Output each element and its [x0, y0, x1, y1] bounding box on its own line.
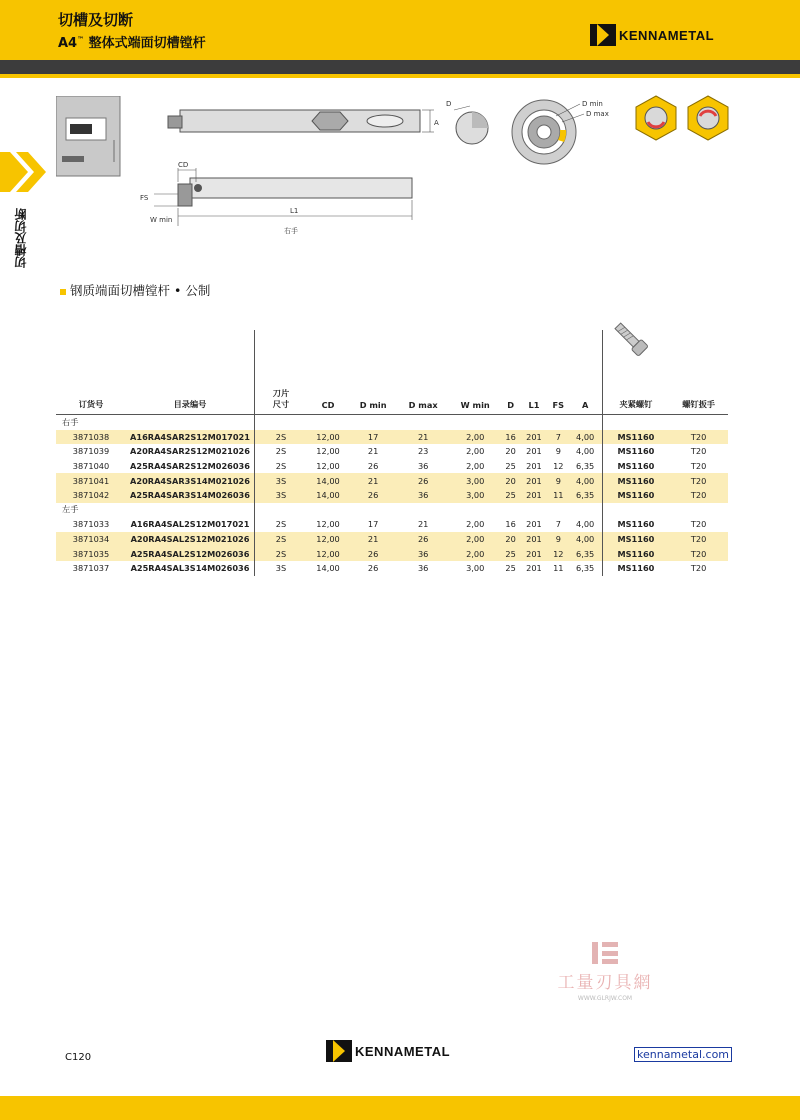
table-group-row [56, 415, 728, 430]
table-row [56, 546, 728, 561]
cell-wrench: T20 [669, 532, 728, 547]
cell-insert-size: 3S [255, 488, 308, 503]
tool-side-view [160, 98, 450, 158]
label-a: A [434, 119, 439, 127]
footer-brand-name: KENNAMETAL [355, 1043, 451, 1059]
kennametal-logo [590, 24, 714, 46]
tool-dimension-drawing [138, 158, 428, 240]
group-spacer [602, 415, 728, 430]
cell-a: 4,00 [569, 430, 603, 445]
application-icons [634, 94, 734, 142]
cell-catalog-no: A25RA4SAR3S14M026036 [126, 488, 255, 503]
group-spacer [602, 503, 728, 518]
cell-order-no: 3871040 [72, 461, 110, 472]
cell-a: 6,35 [569, 488, 603, 503]
watermark-text: 工量刃具網 [557, 973, 653, 993]
cell-catalog-no: A20RA4SAR3S14M021026 [126, 473, 255, 488]
cell-dmin: 21 [349, 473, 397, 488]
label-wmin: W min [150, 216, 173, 224]
cell-l1: 201 [520, 488, 548, 503]
cell-dmax: 36 [397, 488, 449, 503]
label-dmin: D min [582, 100, 603, 108]
cell-dmax: 36 [397, 546, 449, 561]
cell-catalog-no: A25RA4SAL3S14M026036 [130, 563, 250, 574]
cell-clamp-screw: MS1160 [602, 444, 669, 459]
cell-dmax: 36 [417, 563, 429, 574]
cell-order-no: 3871037 [72, 563, 110, 574]
page-number: C120 [65, 1052, 92, 1063]
cell-catalog-no: A16RA4SAL2S12M017021 [130, 519, 250, 530]
cell-a: 6,35 [569, 546, 603, 561]
cell-a: 6,35 [576, 563, 595, 574]
cell-insert-size: 2S [255, 444, 308, 459]
cell-fs: 12 [553, 461, 564, 472]
cell-insert-size: 2S [255, 430, 308, 445]
cell-catalog-no: A20RA4SAR2S12M021026 [130, 446, 250, 457]
cell-clamp-screw: MS1160 [602, 517, 669, 532]
application-diagram [56, 96, 124, 178]
table-row [56, 488, 728, 503]
cell-a: 6,35 [576, 461, 595, 472]
cell-wmin: 3,00 [466, 563, 485, 574]
group-label: 右手 [62, 416, 79, 427]
table-group-row [56, 503, 728, 518]
table-row [56, 532, 728, 547]
col-fs: FS [548, 330, 569, 415]
label-l1: L1 [290, 207, 299, 215]
cell-wrench: T20 [690, 563, 707, 574]
cell-order-no: 3871035 [56, 546, 126, 561]
cell-d: 25 [501, 546, 520, 561]
col-order-no: 订货号 [56, 330, 126, 415]
cell-cd: 12,00 [307, 430, 349, 445]
cell-fs: 7 [548, 430, 569, 445]
cell-d: 25 [505, 461, 516, 472]
cell-d: 20 [501, 473, 520, 488]
cell-dmin: 17 [349, 430, 397, 445]
cell-wmin: 2,00 [466, 519, 485, 530]
col-dmin: D min [349, 330, 397, 415]
cell-l1: 201 [520, 532, 548, 547]
cell-dmin: 21 [367, 446, 379, 457]
cell-d: 20 [501, 532, 520, 547]
group-spacer [255, 503, 603, 518]
cell-d: 25 [501, 488, 520, 503]
cell-insert-size: 3S [255, 473, 308, 488]
cell-d: 16 [505, 519, 516, 530]
side-tab-label: 切槽及切断 [14, 208, 28, 268]
cell-wrench: T20 [669, 430, 728, 445]
cell-clamp-screw: MS1160 [602, 532, 669, 547]
cell-fs: 11 [553, 563, 564, 574]
cell-catalog-no: A20RA4SAL2S12M021026 [126, 532, 255, 547]
cell-insert-size: 2S [255, 517, 308, 532]
section-title: 钢质端面切槽镗杆 • 公制 [60, 281, 210, 299]
header-dark-band [0, 60, 800, 74]
table-header-row [56, 330, 728, 415]
table-body [56, 415, 728, 576]
cell-order-no: 3871034 [56, 532, 126, 547]
cell-l1: 201 [526, 519, 542, 530]
kennametal-k-icon [590, 24, 616, 46]
cell-l1: 201 [526, 563, 542, 574]
table-row [56, 444, 728, 459]
cell-a: 4,00 [576, 446, 595, 457]
cell-wrench: T20 [690, 461, 707, 472]
label-fs: FS [140, 194, 149, 202]
section-chevron-icon [0, 152, 55, 192]
cell-clamp-screw: MS1160 [602, 473, 669, 488]
cell-cd: 14,00 [307, 473, 349, 488]
cell-a: 4,00 [576, 519, 595, 530]
watermark [540, 940, 670, 1002]
cell-order-no: 3871039 [72, 446, 110, 457]
col-a: A [569, 330, 603, 415]
footer-kennametal-logo [326, 1040, 450, 1062]
watermark-url: WWW.GLRJW.COM [577, 995, 633, 1002]
col-cd: CD [307, 330, 349, 415]
cell-d: 25 [505, 563, 516, 574]
table-row [56, 517, 728, 532]
cell-order-no: 3871033 [72, 519, 110, 530]
website-link[interactable]: kennametal.com [634, 1047, 732, 1062]
footer-band [0, 1096, 800, 1120]
header-thin-band [0, 74, 800, 78]
cell-clamp-screw: MS1160 [602, 488, 669, 503]
group-label: 左手 [62, 504, 79, 515]
cell-cd: 12,00 [307, 532, 349, 547]
cell-wmin: 2,00 [466, 446, 485, 457]
groove-section-diagram [508, 96, 618, 168]
cell-order-no: 3871041 [56, 473, 126, 488]
cell-dmin: 21 [349, 532, 397, 547]
cell-insert-size: 3S [255, 561, 308, 576]
cell-wrench: T20 [669, 546, 728, 561]
cell-dmin: 26 [349, 488, 397, 503]
cell-fs: 9 [548, 473, 569, 488]
cell-cd: 14,00 [307, 488, 349, 503]
cell-fs: 12 [548, 546, 569, 561]
cell-a: 4,00 [569, 532, 603, 547]
cell-l1: 201 [520, 546, 548, 561]
label-d: D [446, 100, 452, 108]
label-dmax: D max [586, 110, 609, 118]
cell-dmax: 21 [417, 519, 429, 530]
cell-dmax: 26 [397, 532, 449, 547]
cell-wrench: T20 [690, 446, 707, 457]
cell-fs: 7 [555, 519, 561, 530]
cell-wmin: 3,00 [449, 473, 501, 488]
cell-order-no: 3871042 [56, 488, 126, 503]
cell-catalog-no: A16RA4SAR2S12M017021 [126, 430, 255, 445]
table-row [56, 561, 728, 576]
cell-insert-size: 2S [255, 546, 308, 561]
cell-d: 16 [501, 430, 520, 445]
cell-clamp-screw: MS1160 [602, 459, 669, 474]
group-spacer [255, 415, 603, 430]
cell-insert-size: 2S [255, 532, 308, 547]
cell-insert-size: 2S [255, 459, 308, 474]
cell-catalog-no: A25RA4SAL2S12M026036 [126, 546, 255, 561]
table-row [56, 473, 728, 488]
cell-wmin: 2,00 [466, 461, 485, 472]
cell-cd: 12,00 [316, 461, 340, 472]
kennametal-k-icon [326, 1040, 352, 1062]
cell-fs: 11 [548, 488, 569, 503]
cell-catalog-no: A25RA4SAR2S12M026036 [130, 461, 250, 472]
col-clamp-screw: 夹紧螺钉 [602, 330, 669, 415]
cell-clamp-screw: MS1160 [602, 546, 669, 561]
cell-dmax: 23 [417, 446, 429, 457]
cell-cd: 14,00 [316, 563, 340, 574]
cell-wmin: 2,00 [449, 546, 501, 561]
cell-wmin: 3,00 [449, 488, 501, 503]
cell-dmin: 26 [367, 461, 379, 472]
yellow-bullet-icon [60, 289, 66, 295]
col-wmin: W min [449, 330, 501, 415]
cell-cd: 12,00 [316, 446, 340, 457]
cell-dmin: 26 [367, 563, 379, 574]
cell-cd: 12,00 [307, 546, 349, 561]
cell-l1: 201 [526, 461, 542, 472]
cell-order-no: 3871038 [56, 430, 126, 445]
table-row [56, 430, 728, 445]
col-d: D [501, 330, 520, 415]
cell-wrench: T20 [690, 519, 707, 530]
cell-l1: 201 [526, 446, 542, 457]
product-table [56, 330, 728, 576]
cell-l1: 201 [520, 430, 548, 445]
cell-dmax: 36 [417, 461, 429, 472]
cell-l1: 201 [520, 473, 548, 488]
page-subtitle: A4™ 整体式端面切槽镗杆 [58, 35, 206, 51]
cell-clamp-screw: MS1160 [602, 430, 669, 445]
cell-d: 20 [505, 446, 516, 457]
col-l1: L1 [520, 330, 548, 415]
cell-dmax: 21 [397, 430, 449, 445]
table-row [56, 459, 728, 474]
watermark-logo-icon [590, 940, 620, 966]
cell-dmin: 17 [367, 519, 379, 530]
col-catalog-no: 目录编号 [126, 330, 255, 415]
brand-name: KENNAMETAL [619, 27, 715, 43]
cell-fs: 9 [555, 446, 561, 457]
cell-clamp-screw: MS1160 [602, 561, 669, 576]
cell-fs: 9 [548, 532, 569, 547]
cell-dmin: 26 [349, 546, 397, 561]
col-dmax: D max [397, 330, 449, 415]
label-cd: CD [178, 161, 189, 169]
tool-end-view [440, 96, 496, 156]
col-wrench: 螺钉扳手 [669, 330, 728, 415]
cell-wrench: T20 [669, 473, 728, 488]
cell-wmin: 2,00 [449, 532, 501, 547]
cell-a: 4,00 [569, 473, 603, 488]
cell-cd: 12,00 [316, 519, 340, 530]
cell-dmax: 26 [397, 473, 449, 488]
label-hand: 右手 [284, 227, 298, 235]
page-title: 切槽及切断 [58, 11, 134, 29]
cell-wmin: 2,00 [449, 430, 501, 445]
col-insert-size: 刀片 尺寸 [255, 330, 308, 415]
cell-wrench: T20 [669, 488, 728, 503]
